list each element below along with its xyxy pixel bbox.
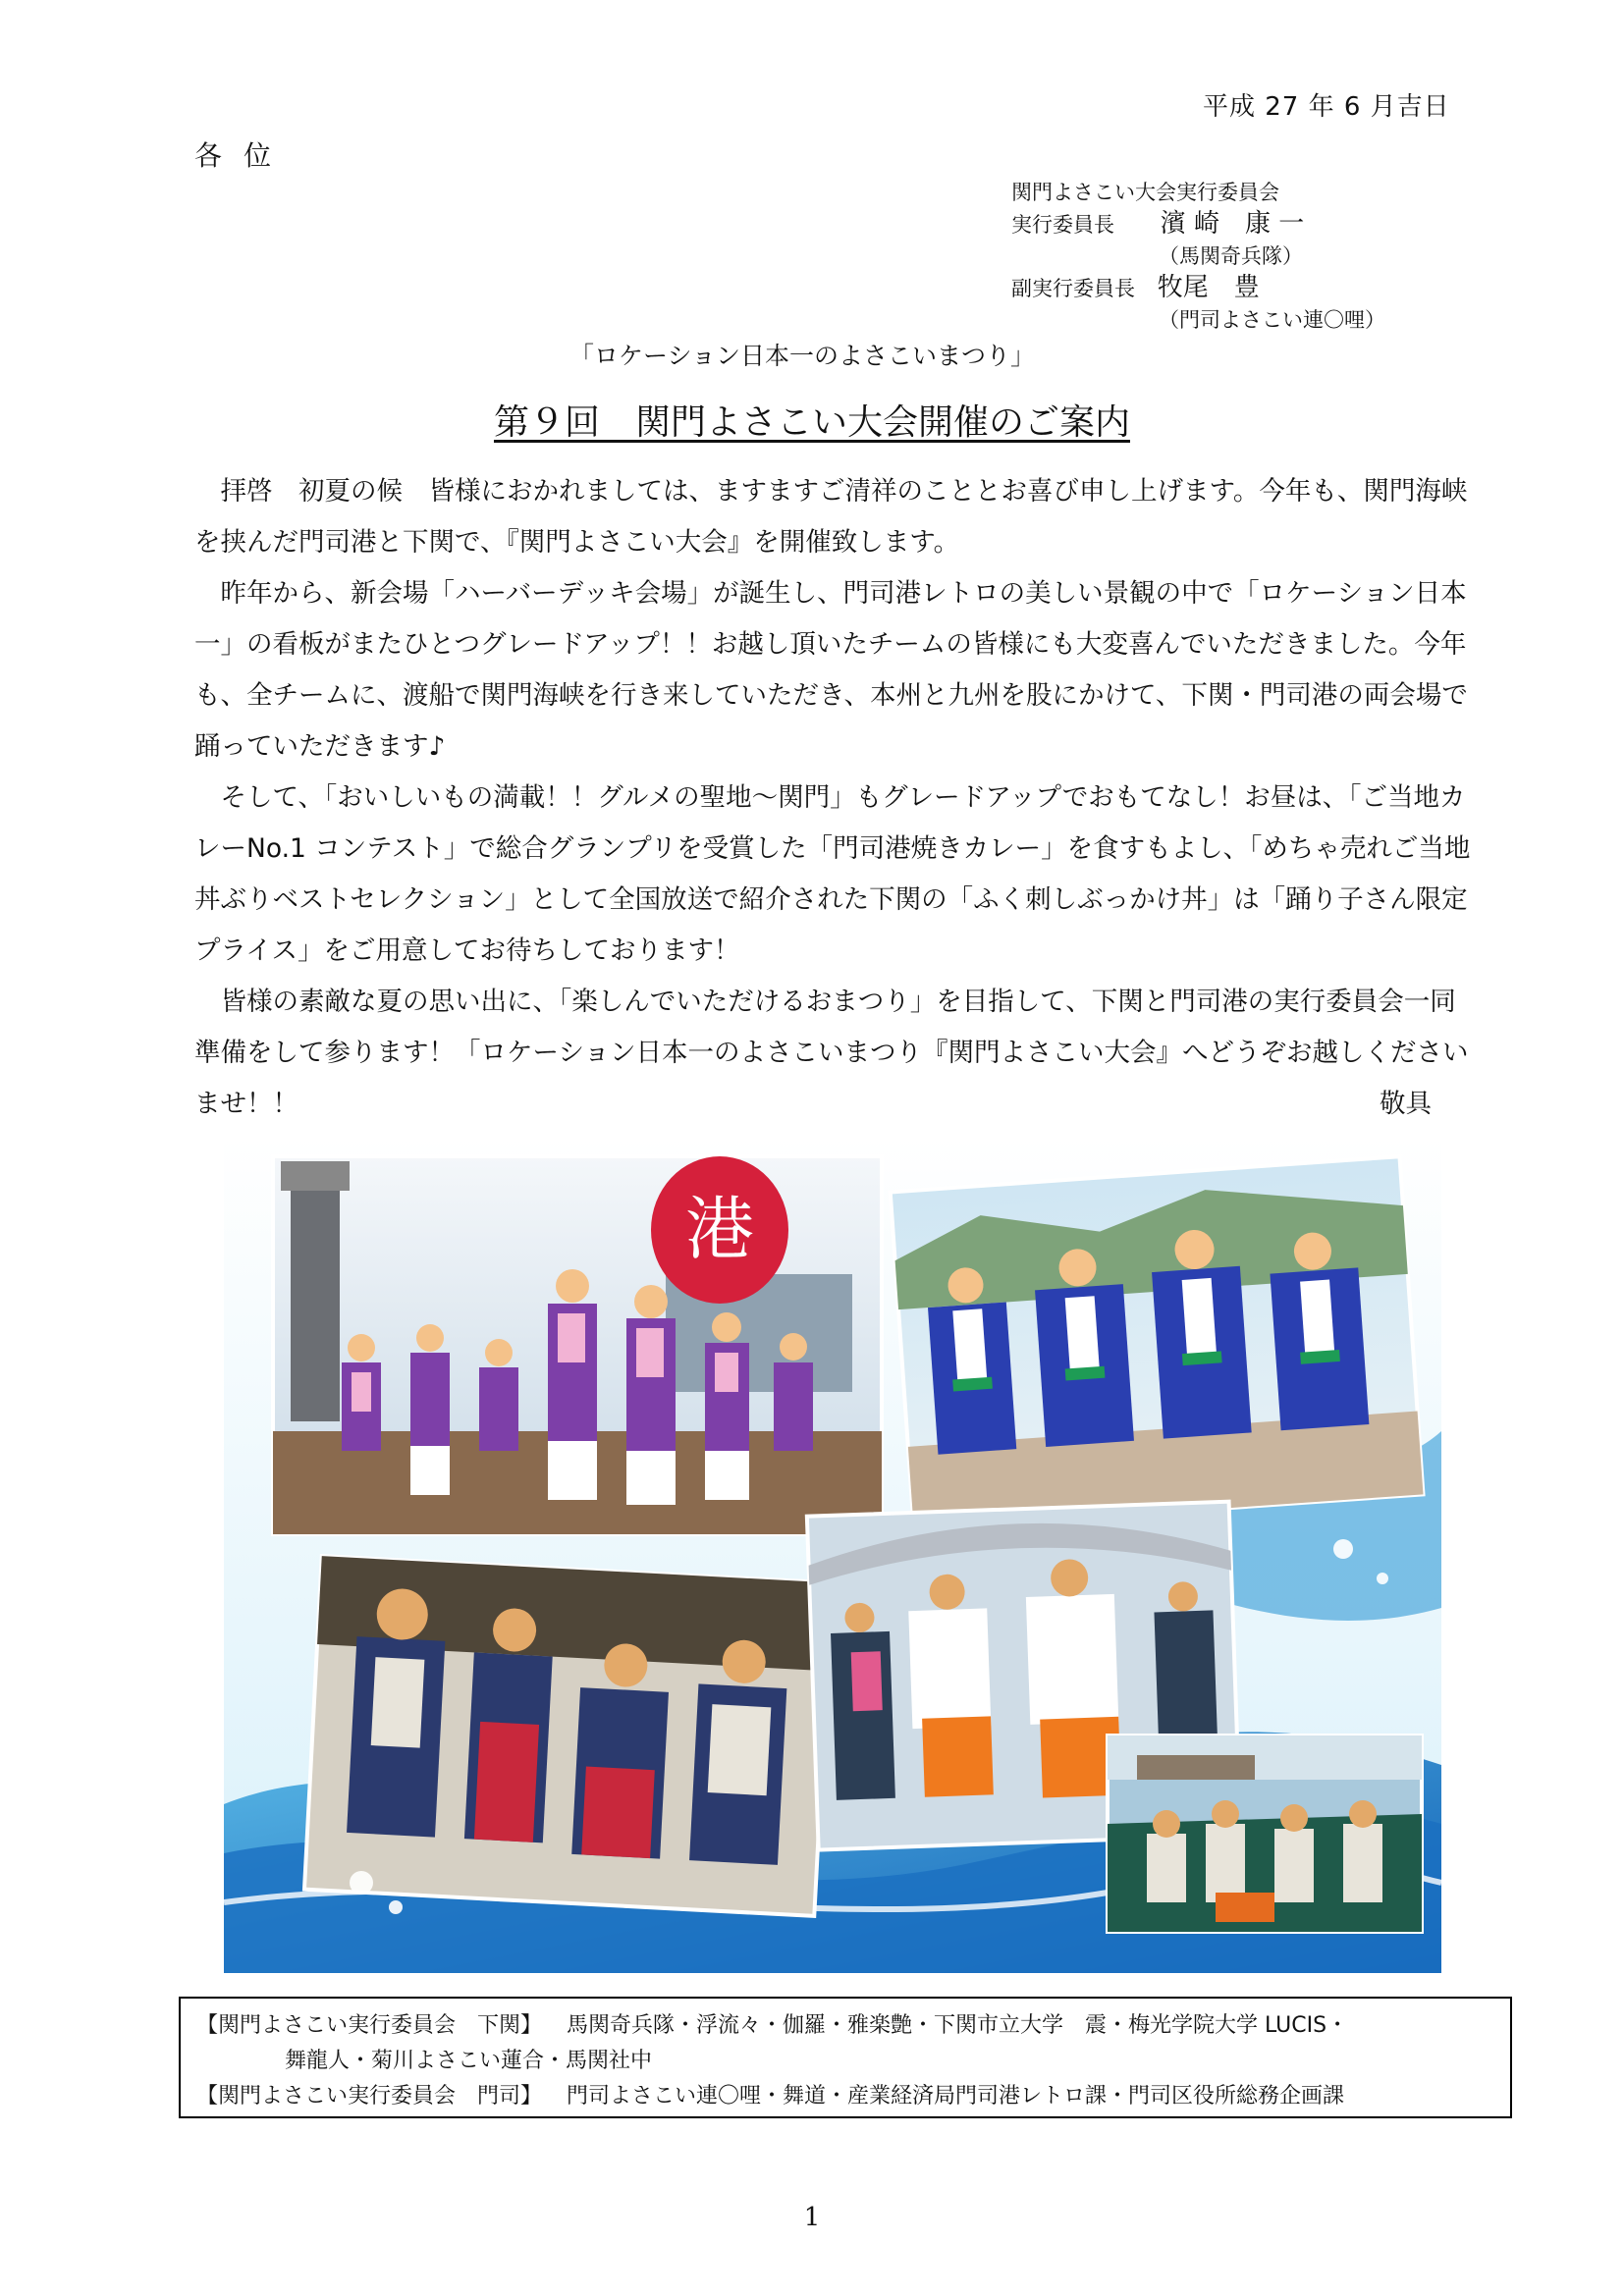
- shimonoseki-committee-row: [196, 2008, 1494, 2044]
- invitation-text: 皆様の素敵な夏の思い出に、「楽しんでいただけるおまつり」を目指して、下関と門司港の実行委員会一同準備をして参ります！「ロケーション日本一のよさこいまつり『関門よさこい大会』へどうぞお越しくださいませ！！: [194, 987, 1469, 1119]
- photo-harbor-deck-dancers: [273, 1156, 882, 1534]
- chair-team: （馬関奇兵隊）: [1159, 244, 1303, 268]
- svg-text:港: 港: [685, 1189, 754, 1269]
- shimonoseki-committee-members-continued: 舞龍人・菊川よさこい蓮合・馬関社中: [285, 2049, 653, 2073]
- photo-ferry-passengers: [1108, 1735, 1422, 1932]
- vice-chair-name: 牧尾 豊: [1157, 273, 1260, 302]
- chair-name: 濱 崎 康 一: [1160, 209, 1305, 239]
- photo-collage: [224, 1137, 1441, 1973]
- shimonoseki-committee-members: 馬関奇兵隊・浮流々・伽羅・雅楽艶・下関市立大学 震・梅光学院大学 LUCIS・: [567, 2013, 1349, 2038]
- vice-chair-team: （門司よさこい連〇哩）: [1159, 308, 1385, 332]
- shimonoseki-committee-label: 【関門よさこい実行委員会 下関】: [196, 2013, 543, 2038]
- paragraph-greeting: 拝啓 初夏の候 皆様におかれましては、ますますご清祥のこととお喜び申し上げます。今年も、関門海峡を挟んだ門司港と下関で、『関門よさこい大会』を開催致します。: [194, 476, 1468, 558]
- photo-festival-dancers: [304, 1556, 832, 1916]
- letter-date: 平成 27 年 6 月吉日: [1203, 92, 1450, 122]
- paragraph-invitation: [194, 977, 1471, 1130]
- vice-chair-row: [1011, 272, 1385, 304]
- moji-committee-row: [196, 2079, 1494, 2114]
- moji-committee-label: 【関門よさこい実行委員会 門司】: [196, 2084, 543, 2109]
- letter-body: [194, 466, 1471, 1130]
- photo-blue-costume-dancers: [891, 1156, 1424, 1529]
- vice-chair-role: 副実行委員長: [1011, 277, 1135, 300]
- page-number: 1: [803, 2203, 821, 2232]
- chair-row: [1011, 208, 1385, 240]
- committee-name: 関門よさこい大会実行委員会: [1011, 181, 1279, 204]
- addressee: 各位: [194, 139, 294, 172]
- closing-word: 敬具: [1380, 1089, 1432, 1119]
- slogan: 「ロケーション日本一のよさこいまつり」: [569, 342, 1036, 370]
- page-title: 第９回 関門よさこい大会開催のご案内: [493, 402, 1130, 443]
- chair-role: 実行委員長: [1011, 213, 1114, 237]
- collage-graphic: [224, 1137, 1441, 1973]
- paragraph-gourmet: そして、「おいしいもの満載！！グルメの聖地～関門」もグレードアップでおもてなし！お昼は、「ご当地カレーNo.1 コンテスト」で総合グランプリを受賞した「門司港焼きカレー」を食すもよし、「めちゃ売れご当地丼ぶりベストセレクション」として全国放送で紹介された下関の「ふく刺しぶっかけ丼」は「踊り子さん限定プライス」をご用意してお待ちしております！: [194, 782, 1471, 966]
- organizer-block: [1011, 177, 1385, 336]
- paragraph-venue: 昨年から、新会場「ハーバーデッキ会場」が誕生し、門司港レトロの美しい景観の中で「ロケーション日本一」の看板がまたひとつグレードアップ！！お越し頂いたチームの皆様にも大変喜んでいただきました。今年も、全チームに、渡船で関門海峡を行き来していただき、本州と九州を股にかけて、下関・門司港の両会場で踊っていただきます♪: [194, 578, 1468, 762]
- moji-committee-members: 門司よさこい連〇哩・舞道・産業経済局門司港レトロ課・門司区役所総務企画課: [567, 2084, 1345, 2109]
- committee-members-box: [179, 1997, 1512, 2118]
